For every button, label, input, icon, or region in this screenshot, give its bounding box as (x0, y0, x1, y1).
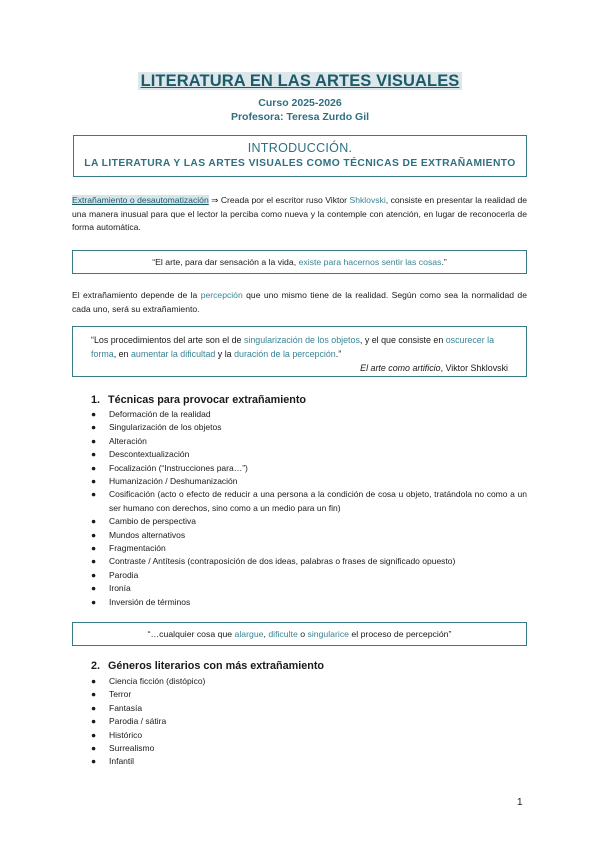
bullet-icon: ● (91, 529, 97, 540)
list-item-text: Alteración (109, 435, 147, 446)
list-item-text: Ciencia ficción (distópico) (109, 676, 206, 686)
list-item (91, 555, 527, 568)
bullet-icon: ● (91, 689, 97, 700)
section-2-heading (91, 660, 324, 672)
quote1-text-c: .” (441, 257, 447, 267)
section-1-number: 1. (91, 394, 101, 406)
quote2-text-i: .” (335, 349, 342, 359)
quote2-hl-h: duración de la percepción (234, 349, 336, 359)
list-item-text: Fragmentación (109, 543, 166, 554)
quote-box-2 (72, 326, 527, 377)
list-item-text: Inversión de términos (109, 596, 191, 607)
bullet-icon: ● (91, 702, 97, 713)
list-item (91, 596, 527, 609)
list-item-text: Terror (109, 689, 132, 700)
quote2-reference (91, 361, 508, 375)
perception-paragraph (72, 289, 527, 316)
list-item (91, 462, 527, 475)
title-text: LITERATURA EN LAS ARTES VISUALES (138, 72, 463, 90)
quote3-text-a: “…cualquier cosa que (147, 629, 235, 639)
genres-list (91, 675, 527, 769)
list-item-text: Descontextualización (109, 449, 190, 460)
quote3-hl-b: alargue (234, 629, 264, 639)
quote-box-1 (72, 250, 527, 274)
list-item-text: Humanización / Deshumanización (109, 476, 238, 487)
list-item (91, 435, 527, 448)
bullet-icon: ● (91, 756, 97, 767)
list-item (91, 715, 527, 728)
quote3-text-g: el proceso de percepción” (349, 629, 452, 639)
para1-text-b: , consiste en presentar la realidad de una manera inusual para que el lector la perciba como nueva y la contemple con atención, en lugar de reconocerla de forma automática. (72, 195, 528, 233)
list-item-text: Ironía (109, 583, 131, 594)
page-number: 1 (517, 797, 523, 808)
document-title (0, 72, 600, 91)
list-item (91, 582, 527, 595)
intro-box (73, 135, 527, 177)
reference-author: , Viktor Shklovski (440, 363, 508, 373)
list-item (91, 529, 527, 542)
list-item (91, 448, 527, 461)
list-item-text: Parodia (109, 569, 139, 580)
bullet-icon: ● (91, 489, 97, 500)
bullet-icon: ● (91, 543, 97, 554)
section-1-title: Técnicas para provocar extrañamiento (108, 394, 307, 406)
list-item (91, 688, 527, 701)
list-item (91, 408, 527, 421)
list-item-text: Contraste / Antítesis (contraposición de dos ideas, palabras o frases de significado opuesto) (109, 556, 456, 567)
bullet-icon: ● (91, 556, 97, 567)
para2-text-c: que uno mismo tiene de la realidad. Según como sea la normalidad de cada uno, será su extrañamiento. (72, 290, 527, 314)
bullet-icon: ● (91, 449, 97, 460)
list-item (91, 742, 527, 755)
list-item (91, 542, 527, 555)
list-item (91, 475, 527, 488)
bullet-icon: ● (91, 716, 97, 727)
bullet-icon: ● (91, 422, 97, 433)
list-item-text: Parodia / sátira (109, 716, 167, 727)
bullet-icon: ● (91, 596, 97, 607)
bullet-icon: ● (91, 729, 97, 740)
list-item-text: Cambio de perspectiva (109, 516, 196, 527)
quote2-text-g: y la (215, 349, 235, 359)
list-item (91, 675, 527, 688)
list-item-text: Singularización de los objetos (109, 422, 222, 433)
course-line: Curso 2025-2026 (258, 97, 342, 109)
quote2-hl-b: singularización de los objetos (243, 335, 360, 345)
perception-word: percepción (200, 290, 243, 300)
quote-box-3 (72, 622, 527, 646)
list-item (91, 569, 527, 582)
bullet-icon: ● (91, 676, 97, 686)
para2-text-a: El extrañamiento depende de la (72, 290, 201, 300)
list-item-text: Fantasía (109, 702, 143, 713)
quote3-text-c: , (263, 629, 269, 639)
quote3-hl-d: dificulte (268, 629, 298, 639)
bullet-icon: ● (91, 583, 97, 594)
intro-subheading: LA LITERATURA Y LAS ARTES VISUALES COMO TÉCNICAS DE EXTRAÑAMIENTO (84, 158, 516, 169)
quote1-text-a: “El arte, para dar sensación a la vida, (152, 257, 299, 267)
list-item-text: Histórico (109, 729, 143, 740)
quote2-hl-f: aumentar la dificultad (130, 349, 216, 359)
bullet-icon: ● (91, 476, 97, 487)
section-2-title: Géneros literarios con más extrañamiento (108, 660, 325, 672)
definition-paragraph (72, 194, 527, 235)
list-item (91, 515, 527, 528)
list-item (91, 421, 527, 434)
quote3-hl-f: singularice (307, 629, 349, 639)
list-item (91, 702, 527, 715)
quote2-text-c: , y el que consiste en (359, 335, 446, 345)
list-item-text: Focalización (“Instrucciones para…”) (109, 462, 248, 473)
quote2-text-e: , en (113, 349, 131, 359)
list-item-text: Deformación de la realidad (109, 409, 211, 419)
para1-text-a: Creada por el escritor ruso Viktor (220, 195, 350, 205)
list-item (91, 729, 527, 742)
quote3-text-e: o (297, 629, 308, 639)
author-name: Shklovski (349, 195, 386, 205)
quote2-text-a: “Los procedimientos del arte son el de (91, 335, 244, 345)
intro-heading: INTRODUCCIÓN. (247, 141, 353, 155)
list-item-text: Cosificación (acto o efecto de reducir a una persona a la condición de cosa u objeto, tratándola no como a un ser humano con derechos, sino como a un medio para un fin) (109, 489, 527, 513)
quote2-hl-d: oscurecer la forma (91, 335, 495, 359)
list-item (91, 488, 527, 515)
term-highlight: Extrañamiento o desautomatización (72, 195, 209, 205)
section-1-heading (91, 394, 306, 406)
list-item-text: Surrealismo (109, 743, 155, 754)
bullet-icon: ● (91, 743, 97, 754)
arrow-symbol: ⇒ (208, 195, 221, 205)
techniques-list (91, 408, 527, 609)
bullet-icon: ● (91, 516, 97, 527)
section-2-number: 2. (91, 660, 101, 672)
list-item (91, 755, 527, 768)
list-item-text: Infantil (109, 756, 135, 767)
quote1-highlight: existe para hacernos sentir las cosas (298, 257, 442, 267)
bullet-icon: ● (91, 462, 97, 473)
bullet-icon: ● (91, 569, 97, 580)
bullet-icon: ● (91, 435, 97, 446)
reference-title: El arte como artificio (360, 363, 441, 373)
teacher-line: Profesora: Teresa Zurdo Gil (230, 111, 370, 123)
list-item-text: Mundos alternativos (109, 529, 186, 540)
quote2-body (91, 333, 508, 361)
bullet-icon: ● (91, 409, 97, 419)
